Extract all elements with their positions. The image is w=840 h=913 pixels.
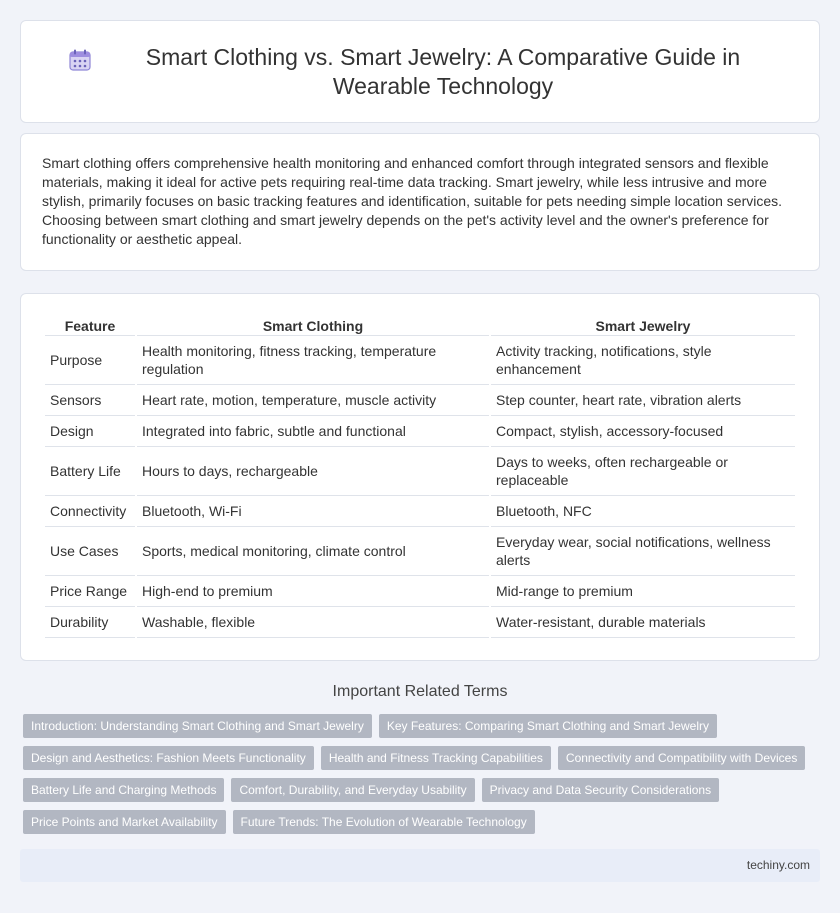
related-term-tag[interactable]: Future Trends: The Evolution of Wearable Technology [233,810,535,834]
row-feature: Design [45,416,135,447]
table-row [45,416,795,447]
row-feature: Use Cases [45,527,135,576]
row-smart-jewelry: Water-resistant, durable materials [491,607,795,638]
related-terms-heading: Important Related Terms [332,683,508,700]
related-term-tag[interactable]: Health and Fitness Tracking Capabilities [321,746,551,770]
comparison-table-card [20,293,820,661]
row-smart-clothing: Hours to days, rechargeable [137,447,489,496]
table-row [45,576,795,607]
footer [20,849,820,882]
related-term-tag[interactable]: Introduction: Understanding Smart Clothing and Smart Jewelry [23,714,372,738]
related-terms-list [23,714,823,842]
row-smart-clothing: Heart rate, motion, temperature, muscle activity [137,385,489,416]
table-row [45,607,795,638]
related-term-tag[interactable]: Battery Life and Charging Methods [23,778,224,802]
row-smart-jewelry: Everyday wear, social notifications, wellness alerts [491,527,795,576]
table-row [45,447,795,496]
row-feature: Sensors [45,385,135,416]
comparison-table [43,314,797,638]
row-feature: Purpose [45,336,135,385]
row-smart-clothing: Washable, flexible [137,607,489,638]
header-smart-jewelry: Smart Jewelry [491,314,795,336]
row-smart-jewelry: Days to weeks, often rechargeable or replaceable [491,447,795,496]
row-feature: Durability [45,607,135,638]
page-title: Smart Clothing vs. Smart Jewelry: A Comparative Guide in Wearable Technology [145,43,741,99]
row-smart-jewelry: Compact, stylish, accessory-focused [491,416,795,447]
row-smart-clothing: Sports, medical monitoring, climate control [137,527,489,576]
row-smart-clothing: Integrated into fabric, subtle and functional [137,416,489,447]
row-smart-jewelry: Activity tracking, notifications, style enhancement [491,336,795,385]
row-smart-jewelry: Bluetooth, NFC [491,496,795,527]
related-term-tag[interactable]: Price Points and Market Availability [23,810,226,834]
row-feature: Battery Life [45,447,135,496]
calendar-grid-icon [67,47,93,73]
row-smart-clothing: Health monitoring, fitness tracking, temperature regulation [137,336,489,385]
header-smart-clothing: Smart Clothing [137,314,489,336]
row-smart-jewelry: Step counter, heart rate, vibration alerts [491,385,795,416]
related-term-tag[interactable]: Key Features: Comparing Smart Clothing and Smart Jewelry [379,714,717,738]
table-row [45,385,795,416]
table-row [45,527,795,576]
summary-card [20,133,820,271]
related-term-tag[interactable]: Comfort, Durability, and Everyday Usability [231,778,474,802]
row-smart-clothing: Bluetooth, Wi-Fi [137,496,489,527]
row-feature: Connectivity [45,496,135,527]
title-card [20,20,820,123]
header-feature: Feature [45,314,135,336]
table-row [45,496,795,527]
related-term-tag[interactable]: Design and Aesthetics: Fashion Meets Functionality [23,746,314,770]
related-term-tag[interactable]: Connectivity and Compatibility with Devices [558,746,805,770]
footer-site-link[interactable]: techiny.com [746,858,810,872]
row-smart-jewelry: Mid-range to premium [491,576,795,607]
summary-text: Smart clothing offers comprehensive health monitoring and enhanced comfort through integrated sensors and flexible materials, making it ideal for active pets requiring real-time data tracking. Smart jewelry, while less intrusive and more stylish, primarily focuses on basic tracking features and identification, suitable for pets needing simple location services. Choosing between smart clothing and smart jewelry depends on the pet's activity level and the owner's preference for functionality or aesthetic appeal. [42,155,783,247]
row-smart-clothing: High-end to premium [137,576,489,607]
table-header-row [45,314,795,336]
row-feature: Price Range [45,576,135,607]
table-row [45,336,795,385]
related-term-tag[interactable]: Privacy and Data Security Considerations [482,778,719,802]
